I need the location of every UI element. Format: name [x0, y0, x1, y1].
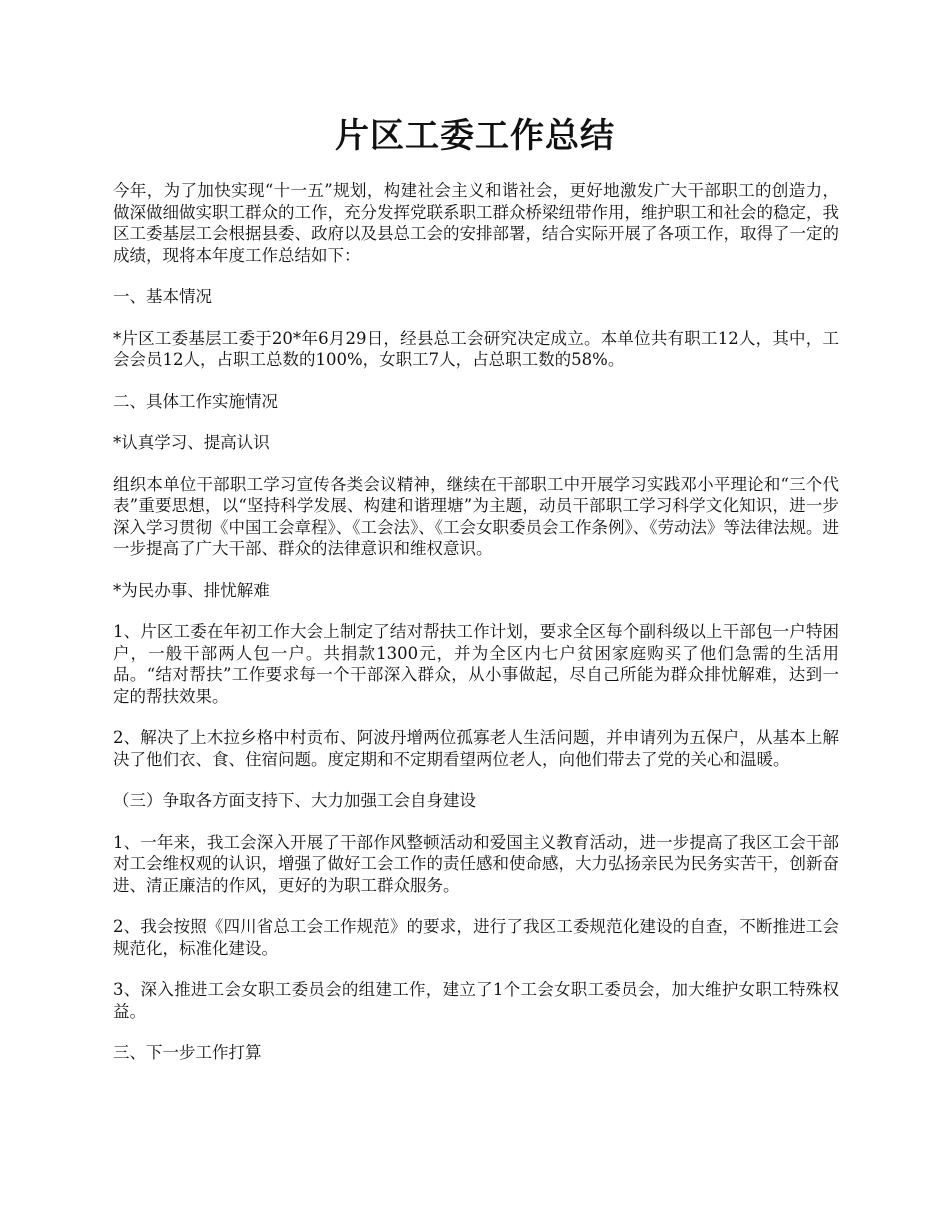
document-body — [113, 180, 839, 1084]
self-building-item-1: 1、一年来，我工会深入开展了干部作风整顿活动和爱国主义教育活动，进一步提高了我区工会干部对工会维权观的认识，增强了做好工会工作的责任感和使命感，大力弘扬亲民为民务实苦干，创新奋进、清正廉洁的作风，更好的为职工群众服务。 — [113, 832, 839, 895]
self-building-item-2: 2、我会按照《四川省总工会工作规范》的要求，进行了我区工委规范化建设的自查，不断推进工会规范化，标准化建设。 — [113, 917, 839, 958]
subheading-self-building: （三）争取各方面支持下、大力加强工会自身建设 — [113, 791, 476, 810]
section-heading-basic-situation: 一、基本情况 — [113, 287, 212, 306]
intro-paragraph: 今年，为了加快实现“十一五”规划，构建社会主义和谐社会，更好地激发广大干部职工的创造力，做深做细做实职工群众的工作，充分发挥党联系职工群众桥梁纽带作用，维护职工和社会的稳定，我区工委基层工会根据县委、政府以及县总工会的安排部署，结合实际开展了各项工作，取得了一定的成绩，现将本年度工作总结如下： — [113, 181, 839, 265]
section-heading-next-steps: 三、下一步工作打算 — [113, 1043, 262, 1062]
basic-situation-paragraph: *片区工委基层工委于20*年6月29日，经县总工会研究决定成立。本单位共有职工12人，其中，工会会员12人，占职工总数的100%，女职工7人，占总职工数的58%。 — [113, 328, 839, 369]
section-heading-implementation: 二、具体工作实施情况 — [113, 391, 278, 411]
document-title: 片区工委工作总结 — [335, 116, 615, 156]
serve-people-item-1: 1、片区工委在年初工作大会上制定了结对帮扶工作计划，要求全区每个副科级以上干部包一户特困户，一般干部两人包一户。共捐款1300元，并为全区内七户贫困家庭购买了他们急需的生活用品。“结对帮扶”工作要求每一个干部深入群众，从小事做起，尽自己所能为群众排忧解难，达到一定的帮扶效果。 — [113, 622, 839, 706]
subheading-serve-people: *为民办事、排忧解难 — [113, 580, 270, 600]
subheading-study: *认真学习、提高认识 — [113, 433, 270, 452]
self-building-item-3: 3、深入推进工会女职工委员会的组建工作，建立了1个工会女职工委员会，加大维护女职工特殊权益。 — [113, 980, 839, 1021]
serve-people-item-2: 2、解决了上木拉乡格中村贡布、阿波丹增两位孤寡老人生活问题，并申请列为五保户，从基本上解决了他们衣、食、住宿问题。度定期和不定期看望两位老人，向他们带去了党的关心和温暖。 — [113, 728, 839, 769]
study-paragraph: 组织本单位干部职工学习宣传各类会议精神，继续在干部职工中开展学习实践邓小平理论和“三个代表”重要思想，以“坚持科学发展、构建和谐理塘”为主题，动员干部职工学习科学文化知识，进一步深入学习贯彻《中国工会章程》、《工会法》、《工会女职委员会工作条例》、《劳动法》等法律法规。进一步提高了广大干部、群众的法律意识和维权意识。 — [113, 474, 839, 558]
